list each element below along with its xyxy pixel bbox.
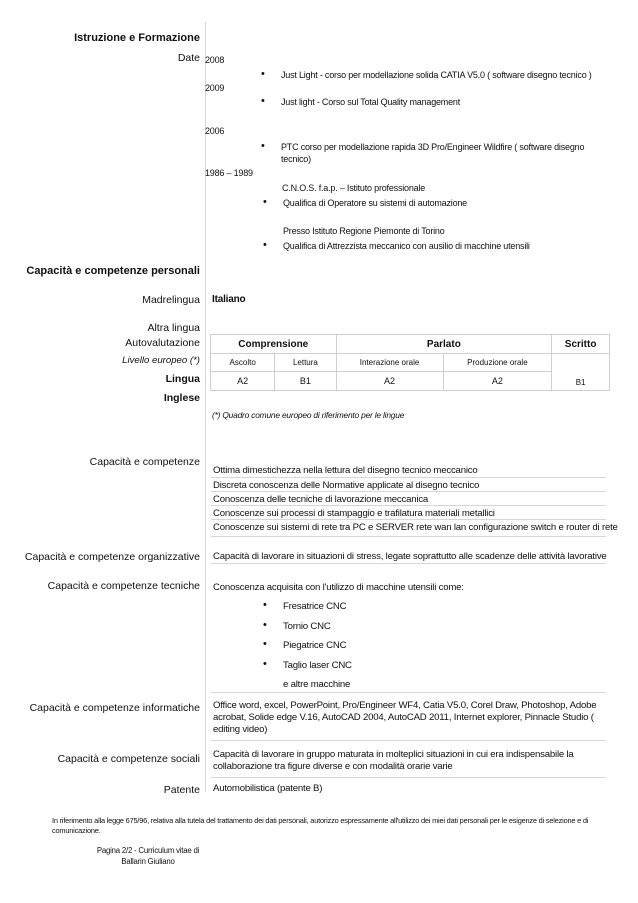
year-1986-1989: 1986 – 1989 (205, 168, 253, 178)
language-label: Lingua (165, 373, 200, 385)
it-skills-label: Capacità e competenze informatiche (29, 702, 200, 714)
tech-item: • Taglio laser CNC (283, 660, 352, 671)
it-divider (211, 739, 606, 741)
tech-item: • Fresatrice CNC (283, 601, 346, 612)
sub-interazione: Interazione orale (336, 354, 443, 372)
license-label: Patente (163, 784, 200, 796)
skill-line: Conoscenze sui processi di stampaggio e trafilatura materiali metallici (213, 508, 495, 519)
tech-more: e altre macchine (283, 679, 351, 690)
school-cnos: C.N.O.S. f.a.p. – Istituto professionale (282, 183, 426, 193)
org-skills-label: Capacità e competenze organizzative (24, 551, 200, 563)
year-2008: 2008 (205, 55, 225, 65)
mother-tongue-value: Italiano (212, 294, 246, 305)
qualification-automation: • Qualifica di Operatore su sistemi di automazione (283, 198, 467, 208)
other-lang-label: Altra lingua (147, 322, 200, 334)
social-skills-text: Capacità di lavorare in gruppo maturata in molteplici situazioni in cui era indispensabile la collaborazione tra figure diverse e con modalità orarie varie (213, 749, 574, 772)
value-lettura: B1 (275, 372, 336, 391)
page-footer-line1: Pagina 2/2 - Curriculum vitae di (96, 846, 200, 855)
tech-divider (211, 691, 606, 693)
header-scritto: Scritto (552, 335, 610, 354)
skill-line: Discreta conoscenza delle Normative applicate al disegno tecnico (213, 480, 480, 491)
language-value: Inglese (163, 392, 200, 404)
header-comprensione: Comprensione (211, 335, 337, 354)
value-interazione: A2 (336, 372, 443, 391)
sub-ascolto: Ascolto (211, 354, 275, 372)
tech-item: • Tornio CNC (283, 621, 331, 632)
mother-tongue-label: Madrelingua (142, 294, 200, 306)
skill-line: Conoscenza delle tecniche di lavorazione meccanica (213, 494, 429, 505)
course-tqm: • Just light - Corso sul Total Quality management (281, 97, 460, 107)
sub-lettura: Lettura (275, 354, 336, 372)
privacy-notice: In riferimento alla legge 675/96, relativa alla tutela del trattamento dei dati personali, autorizzo espressamente all'utilizzo dei miei dati personali per le esigenze di selezione e di comunicazione. (52, 816, 589, 835)
license-text: Automobilistica (patente B) (213, 783, 323, 794)
section-title-personal: Capacità e competenze personali (26, 265, 200, 277)
qualification-toolmaker: • Qualifica di Attrezzista meccanico con ausilio di macchine utensili (283, 241, 530, 251)
level-label: Livello europeo (*) (122, 355, 200, 366)
column-divider (205, 22, 206, 792)
year-2009: 2009 (205, 83, 225, 93)
org-skills-text: Capacità di lavorare in situazioni di stress, legate soprattutto alle scadenze delle attività lavorative (213, 551, 607, 562)
skill-line: Conoscenze sui sistemi di rete tra PC e SERVER rete wan lan configurazione switch e router di rete (213, 522, 618, 533)
tech-skills-text: Conoscenza acquisita con l'utilizzo di macchine utensili come: (213, 582, 464, 593)
course-ptc-line2: tecnico) (281, 154, 311, 164)
school-regione: Presso Istituto Regione Piemonte di Torino (283, 226, 445, 236)
page-footer-line2: Ballarin Giuliano (121, 857, 175, 866)
tech-item: • Piegatrice CNC (283, 640, 346, 651)
value-scritto: B1 (552, 354, 610, 391)
social-skills-label: Capacità e competenze sociali (57, 753, 200, 765)
it-skills-text: Office word, excel, PowerPoint, Pro/Engineer WF4, Catia V5.0, Corel Draw, Photoshop, Adobe acrobat, Solide edge V.16, AutoCAD 2004, AutoCAD 2011, Internet explorer, Pinnacle Studio ( editing video) (213, 700, 597, 735)
self-eval-label: Autovalutazione (125, 337, 200, 349)
course-ptc: • PTC corso per modellazione rapida 3D Pro/Engineer Wildfire ( software disegno (281, 142, 584, 152)
language-table (210, 334, 610, 391)
section-title-education: Istruzione e Formazione (74, 32, 200, 44)
date-label: Date (177, 52, 200, 64)
header-parlato: Parlato (336, 335, 552, 354)
course-catia: • Just Light - corso per modellazione solida CATIA V5.0 ( software disegno tecnico ) (281, 70, 592, 80)
skills-label: Capacità e competenze (89, 456, 200, 468)
value-produzione: A2 (443, 372, 552, 391)
value-ascolto: A2 (211, 372, 275, 391)
cefr-footnote: (*) Quadro comune europeo di riferimento per le lingue (212, 410, 405, 420)
skill-line: Ottima dimestichezza nella lettura del disegno tecnico meccanico (213, 465, 478, 476)
tech-skills-label: Capacità e competenze tecniche (47, 580, 200, 592)
sub-produzione: Produzione orale (443, 354, 552, 372)
social-divider (211, 776, 606, 778)
year-2006: 2006 (205, 126, 225, 136)
